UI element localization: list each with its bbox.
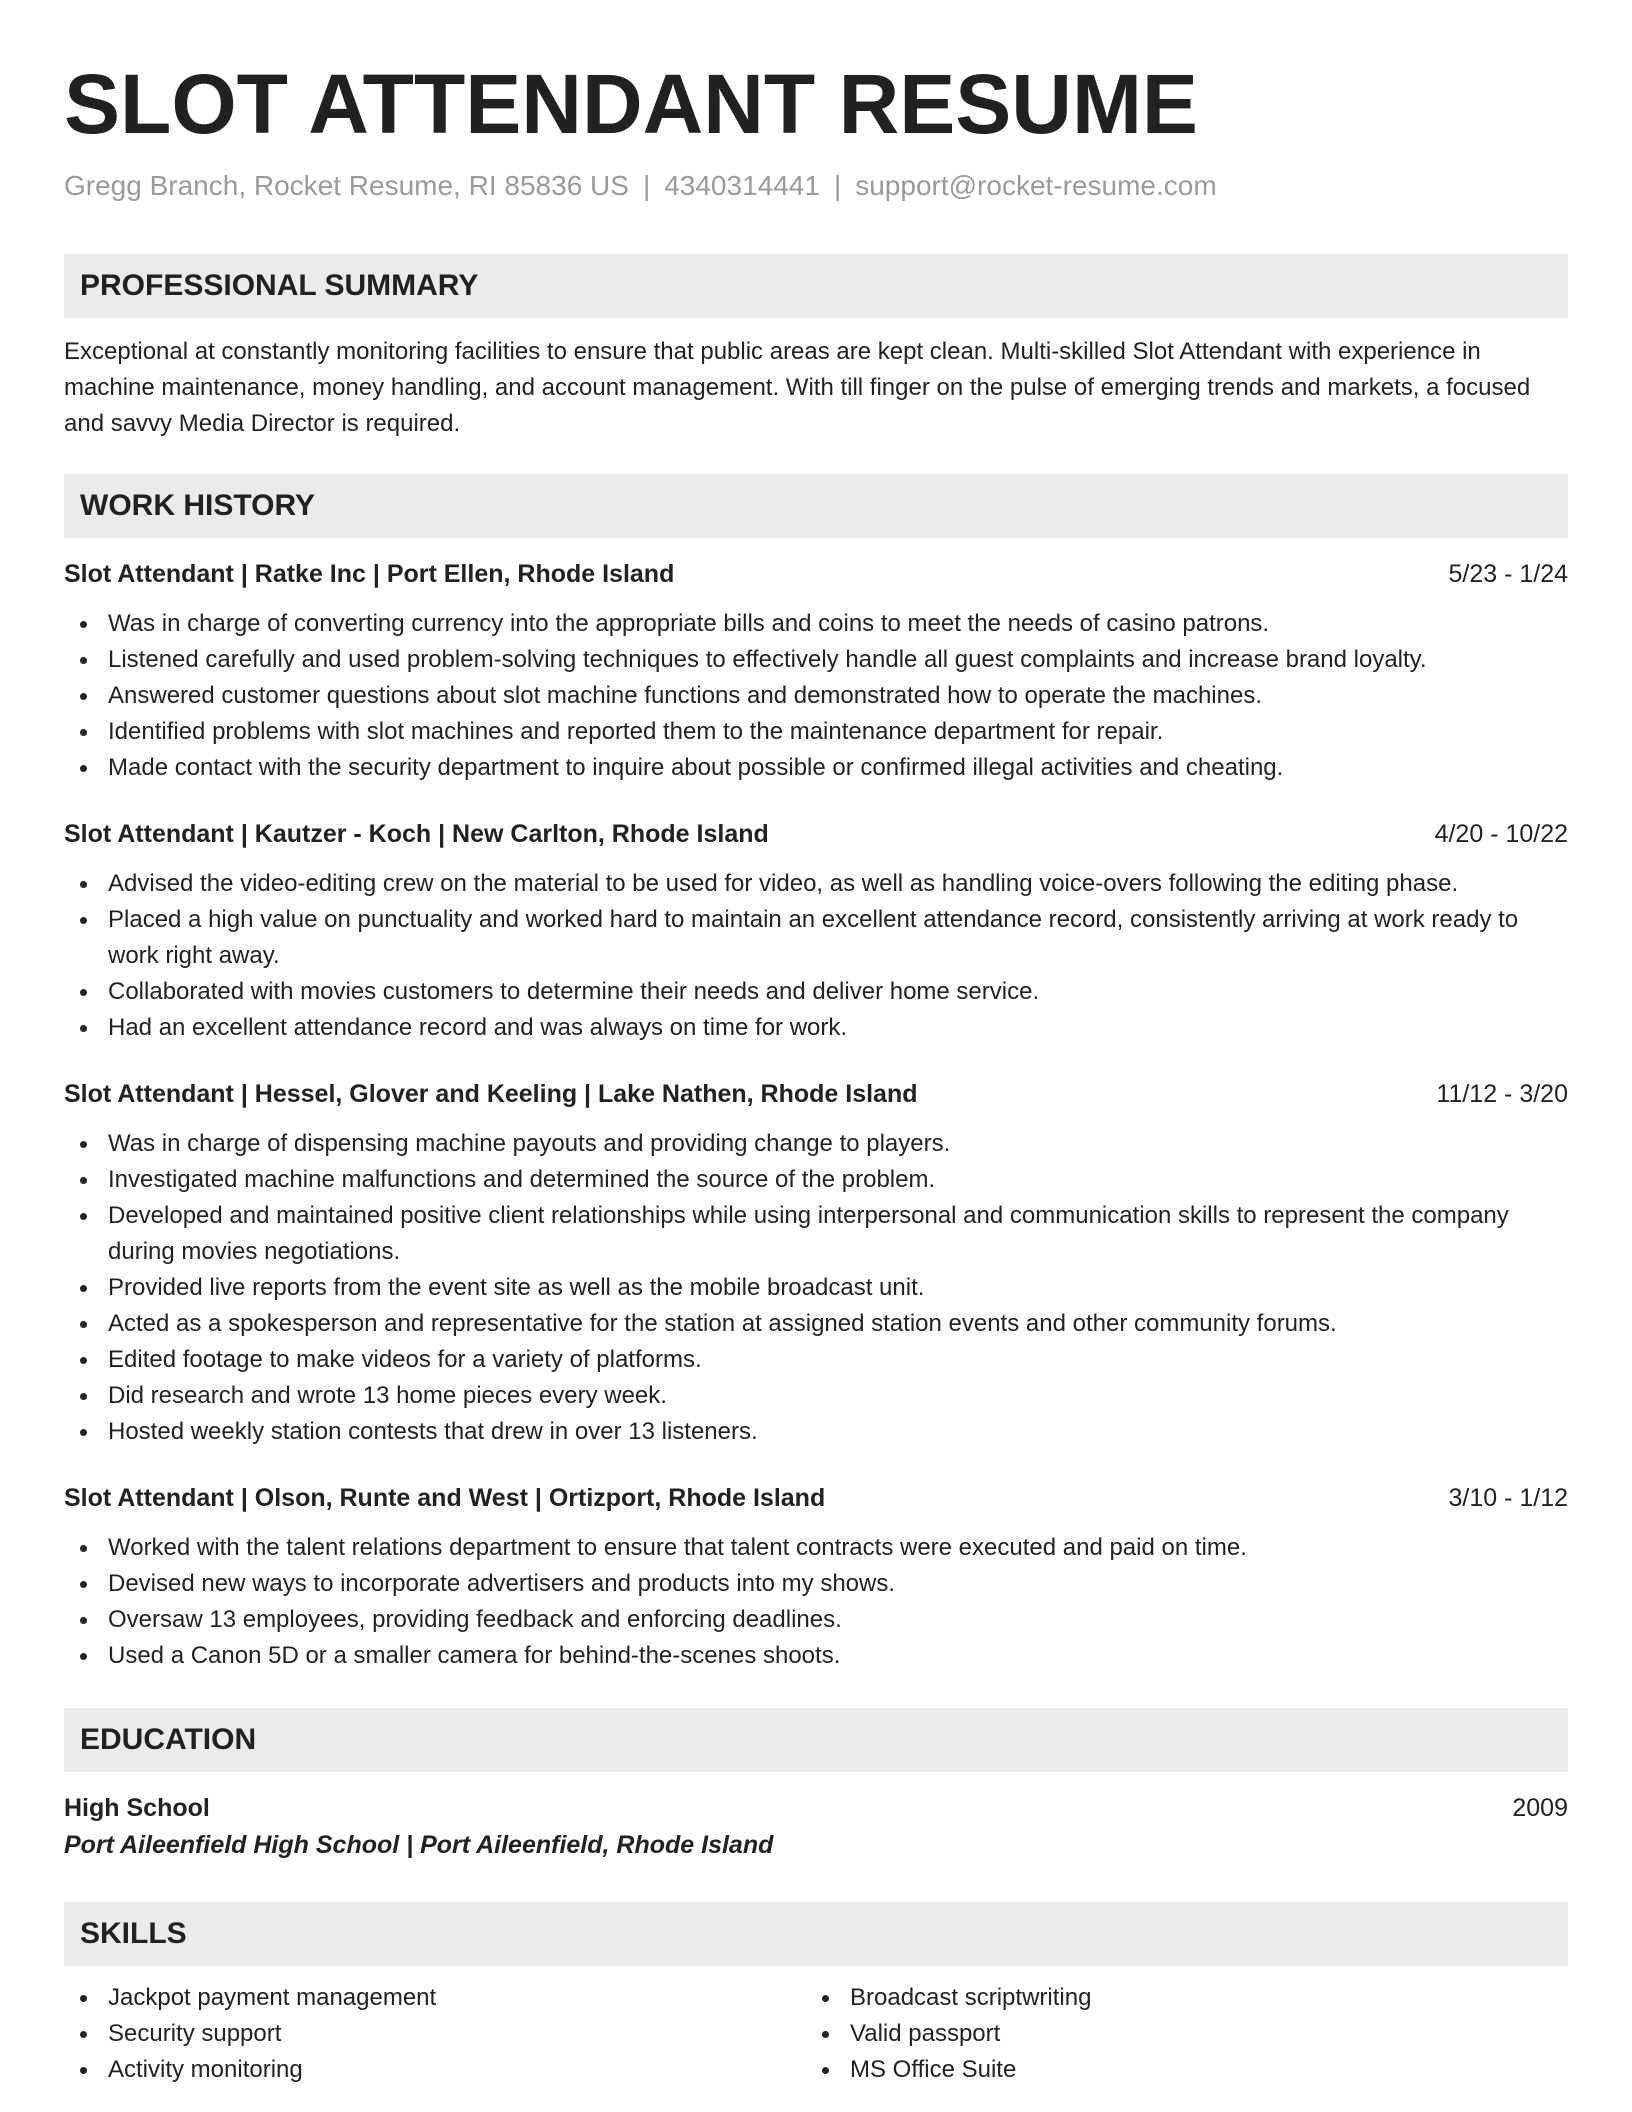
job-title: Slot Attendant | Olson, Runte and West | Ortizport, Rhode Island bbox=[64, 1484, 826, 1512]
contact-separator: | bbox=[833, 170, 842, 201]
section-header-work-history: WORK HISTORY bbox=[64, 474, 1568, 538]
contact-separator: | bbox=[642, 170, 651, 201]
section-header-education: EDUCATION bbox=[64, 1708, 1568, 1772]
job-entry bbox=[64, 1076, 1568, 1450]
summary-text: Exceptional at constantly monitoring facilities to ensure that public areas are kept clean. Multi-skilled Slot Attendant with experience in machine maintenance, money handling, and account management. With till finger on the pulse of emerging trends and markets, a focused and savvy Media Director is required. bbox=[64, 338, 1531, 437]
bullet-item: Acted as a spokesperson and representative for the station at assigned station events and other community forums. bbox=[64, 1306, 1568, 1342]
skills-list bbox=[64, 1980, 1568, 2088]
skill-item: MS Office Suite bbox=[806, 2052, 1548, 2088]
bullet-item: Worked with the talent relations department to ensure that talent contracts were executed and paid on time. bbox=[64, 1530, 1568, 1566]
section-header-summary: PROFESSIONAL SUMMARY bbox=[64, 254, 1568, 318]
skill-item: Valid passport bbox=[806, 2016, 1548, 2052]
job-entry bbox=[64, 816, 1568, 1046]
resume-title: SLOT ATTENDANT RESUME bbox=[64, 57, 1198, 151]
bullet-item: Was in charge of converting currency into the appropriate bills and coins to meet the needs of casino patrons. bbox=[64, 606, 1568, 642]
bullet-item: Provided live reports from the event site as well as the mobile broadcast unit. bbox=[64, 1270, 1568, 1306]
bullet-item: Edited footage to make videos for a variety of platforms. bbox=[64, 1342, 1568, 1378]
bullet-item: Identified problems with slot machines and reported them to the maintenance department for repair. bbox=[64, 714, 1568, 750]
skill-item: Jackpot payment management bbox=[64, 1980, 806, 2016]
resume-page bbox=[64, 0, 1568, 2088]
bullet-item: Investigated machine malfunctions and determined the source of the problem. bbox=[64, 1162, 1568, 1198]
skill-item: Broadcast scriptwriting bbox=[806, 1980, 1548, 2016]
section-header-skills: SKILLS bbox=[64, 1902, 1568, 1966]
skill-item: Security support bbox=[64, 2016, 806, 2052]
bullet-item: Made contact with the security department to inquire about possible or confirmed illegal activities and cheating. bbox=[64, 750, 1568, 786]
contact-address: Gregg Branch, Rocket Resume, RI 85836 US bbox=[64, 170, 629, 201]
bullet-item: Was in charge of dispensing machine payouts and providing change to players. bbox=[64, 1126, 1568, 1162]
education-entry bbox=[64, 1790, 1568, 1826]
job-title: Slot Attendant | Kautzer - Koch | New Carlton, Rhode Island bbox=[64, 820, 769, 848]
bullet-item: Did research and wrote 13 home pieces every week. bbox=[64, 1378, 1568, 1414]
job-entry bbox=[64, 556, 1568, 786]
job-title: Slot Attendant | Ratke Inc | Port Ellen, Rhode Island bbox=[64, 560, 675, 588]
bullet-item: Oversaw 13 employees, providing feedback and enforcing deadlines. bbox=[64, 1602, 1568, 1638]
job-dates: 5/23 - 1/24 bbox=[1448, 560, 1568, 588]
contact-line bbox=[64, 166, 1568, 206]
skills-column-left bbox=[64, 1980, 806, 2088]
job-bullets bbox=[64, 1530, 1568, 1674]
bullet-item: Hosted weekly station contests that drew in over 13 listeners. bbox=[64, 1414, 1568, 1450]
job-title: Slot Attendant | Hessel, Glover and Keeling | Lake Nathen, Rhode Island bbox=[64, 1080, 918, 1108]
job-dates: 11/12 - 3/20 bbox=[1436, 1080, 1568, 1108]
job-bullets bbox=[64, 606, 1568, 786]
bullet-item: Placed a high value on punctuality and worked hard to maintain an excellent attendance record, consistently arriving at work ready to work right away. bbox=[64, 902, 1568, 974]
bullet-item: Developed and maintained positive client relationships while using interpersonal and communication skills to represent the company during movies negotiations. bbox=[64, 1198, 1568, 1270]
bullet-item: Listened carefully and used problem-solving techniques to effectively handle all guest complaints and increase brand loyalty. bbox=[64, 642, 1568, 678]
job-bullets bbox=[64, 1126, 1568, 1450]
skills-column-right bbox=[806, 1980, 1548, 2088]
job-dates: 4/20 - 10/22 bbox=[1434, 820, 1568, 848]
skill-item: Activity monitoring bbox=[64, 2052, 806, 2088]
contact-email: support@rocket-resume.com bbox=[855, 170, 1217, 201]
education-school: Port Aileenfield High School | Port Aileenfield, Rhode Island bbox=[64, 1831, 774, 1859]
contact-phone: 4340314441 bbox=[664, 170, 820, 201]
job-entry bbox=[64, 1480, 1568, 1674]
education-year: 2009 bbox=[1512, 1794, 1568, 1822]
job-dates: 3/10 - 1/12 bbox=[1448, 1484, 1568, 1512]
bullet-item: Devised new ways to incorporate advertisers and products into my shows. bbox=[64, 1566, 1568, 1602]
education-degree: High School bbox=[64, 1794, 210, 1822]
job-bullets bbox=[64, 866, 1568, 1046]
bullet-item: Had an excellent attendance record and was always on time for work. bbox=[64, 1010, 1568, 1046]
bullet-item: Answered customer questions about slot machine functions and demonstrated how to operate the machines. bbox=[64, 678, 1568, 714]
bullet-item: Collaborated with movies customers to determine their needs and deliver home service. bbox=[64, 974, 1568, 1010]
bullet-item: Advised the video-editing crew on the material to be used for video, as well as handling voice-overs following the editing phase. bbox=[64, 866, 1568, 902]
bullet-item: Used a Canon 5D or a smaller camera for behind-the-scenes shoots. bbox=[64, 1638, 1568, 1674]
